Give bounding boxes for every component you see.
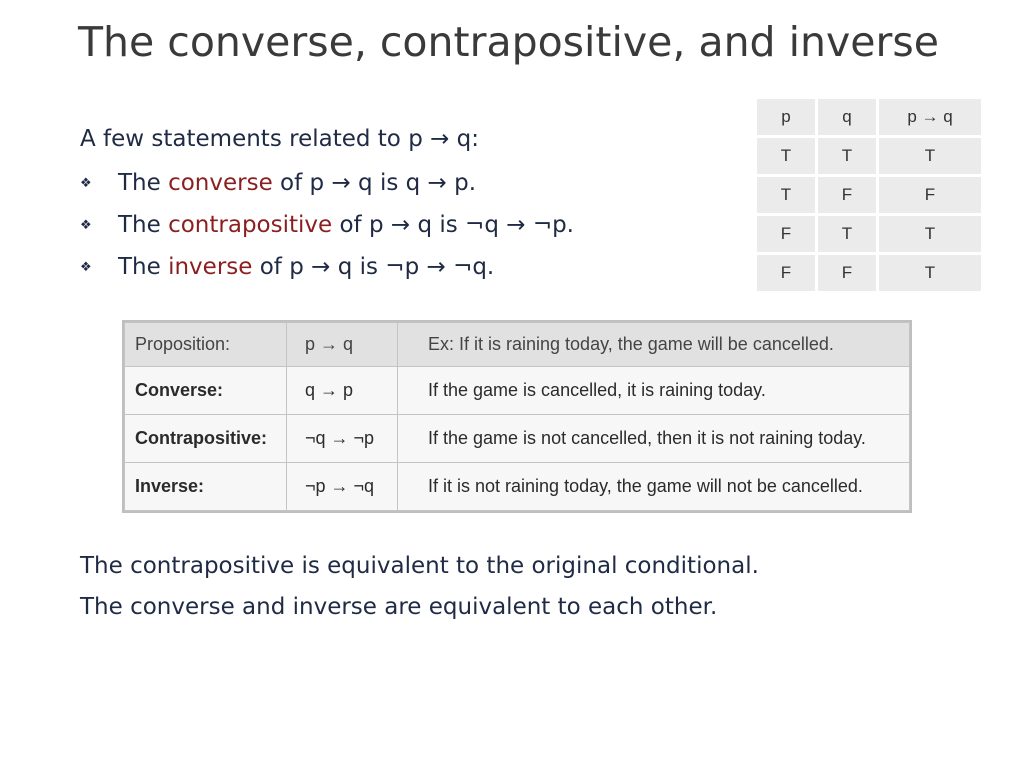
bullet-term: converse <box>168 170 273 196</box>
table-cell: F <box>817 254 878 293</box>
bullet-pre: The <box>118 212 169 238</box>
truth-table <box>754 96 984 294</box>
table-cell: F <box>756 215 817 254</box>
table-cell: Ex: If it is raining today, the game will be cancelled. <box>398 323 910 367</box>
bullet-term: inverse <box>168 254 253 280</box>
header-cell: q <box>817 98 878 137</box>
table-cell: Inverse: <box>125 462 287 510</box>
table-cell: Converse: <box>125 366 287 414</box>
bullet-term: contrapositive <box>168 212 333 238</box>
table-row <box>756 215 983 254</box>
table-row <box>125 414 910 462</box>
bullet-contrapositive <box>80 212 574 238</box>
slide-title: The converse, contrapositive, and inverse <box>78 18 939 66</box>
bullet-converse <box>80 170 476 196</box>
table-cell: T <box>817 137 878 176</box>
table-cell: Contrapositive: <box>125 414 287 462</box>
intro-text: A few statements related to p → q: <box>80 126 480 152</box>
table-row <box>756 254 983 293</box>
proposition-table-image <box>122 320 912 513</box>
table-row <box>125 366 910 414</box>
bullet-pre: The <box>118 170 169 196</box>
proposition-header-row <box>125 323 910 367</box>
truth-table-header <box>756 98 983 137</box>
header-cell: p <box>756 98 817 137</box>
bullet-pre: The <box>118 254 169 280</box>
table-cell: If the game is cancelled, it is raining today. <box>398 366 910 414</box>
bullet-inverse <box>80 254 494 280</box>
bullet-post: of p → q is ¬q → ¬p. <box>332 212 574 238</box>
conclusion-text: The contrapositive is equivalent to the original conditional. <box>80 553 759 579</box>
proposition-table <box>124 322 910 511</box>
table-cell: T <box>878 137 983 176</box>
table-cell: ¬q → ¬p <box>287 414 398 462</box>
header-cell: p → q <box>878 98 983 137</box>
table-cell: q → p <box>287 366 398 414</box>
table-cell: T <box>756 137 817 176</box>
bullet-diamond-icon: ❖ <box>80 218 92 233</box>
table-cell: ¬p → ¬q <box>287 462 398 510</box>
table-row <box>756 137 983 176</box>
table-cell: F <box>878 176 983 215</box>
table-cell: T <box>756 176 817 215</box>
bullet-diamond-icon: ❖ <box>80 176 92 191</box>
table-row <box>756 176 983 215</box>
conclusion-text: The converse and inverse are equivalent to each other. <box>80 594 718 620</box>
bullet-post: of p → q is ¬p → ¬q. <box>252 254 495 280</box>
table-row <box>125 462 910 510</box>
table-cell: F <box>756 254 817 293</box>
table-cell: If it is not raining today, the game will not be cancelled. <box>398 462 910 510</box>
table-cell: T <box>878 215 983 254</box>
table-cell: F <box>817 176 878 215</box>
table-cell: Proposition: <box>125 323 287 367</box>
table-cell: If the game is not cancelled, then it is not raining today. <box>398 414 910 462</box>
table-cell: T <box>878 254 983 293</box>
table-cell: T <box>817 215 878 254</box>
table-cell: p → q <box>287 323 398 367</box>
bullet-diamond-icon: ❖ <box>80 260 92 275</box>
bullet-post: of p → q is q → p. <box>272 170 477 196</box>
